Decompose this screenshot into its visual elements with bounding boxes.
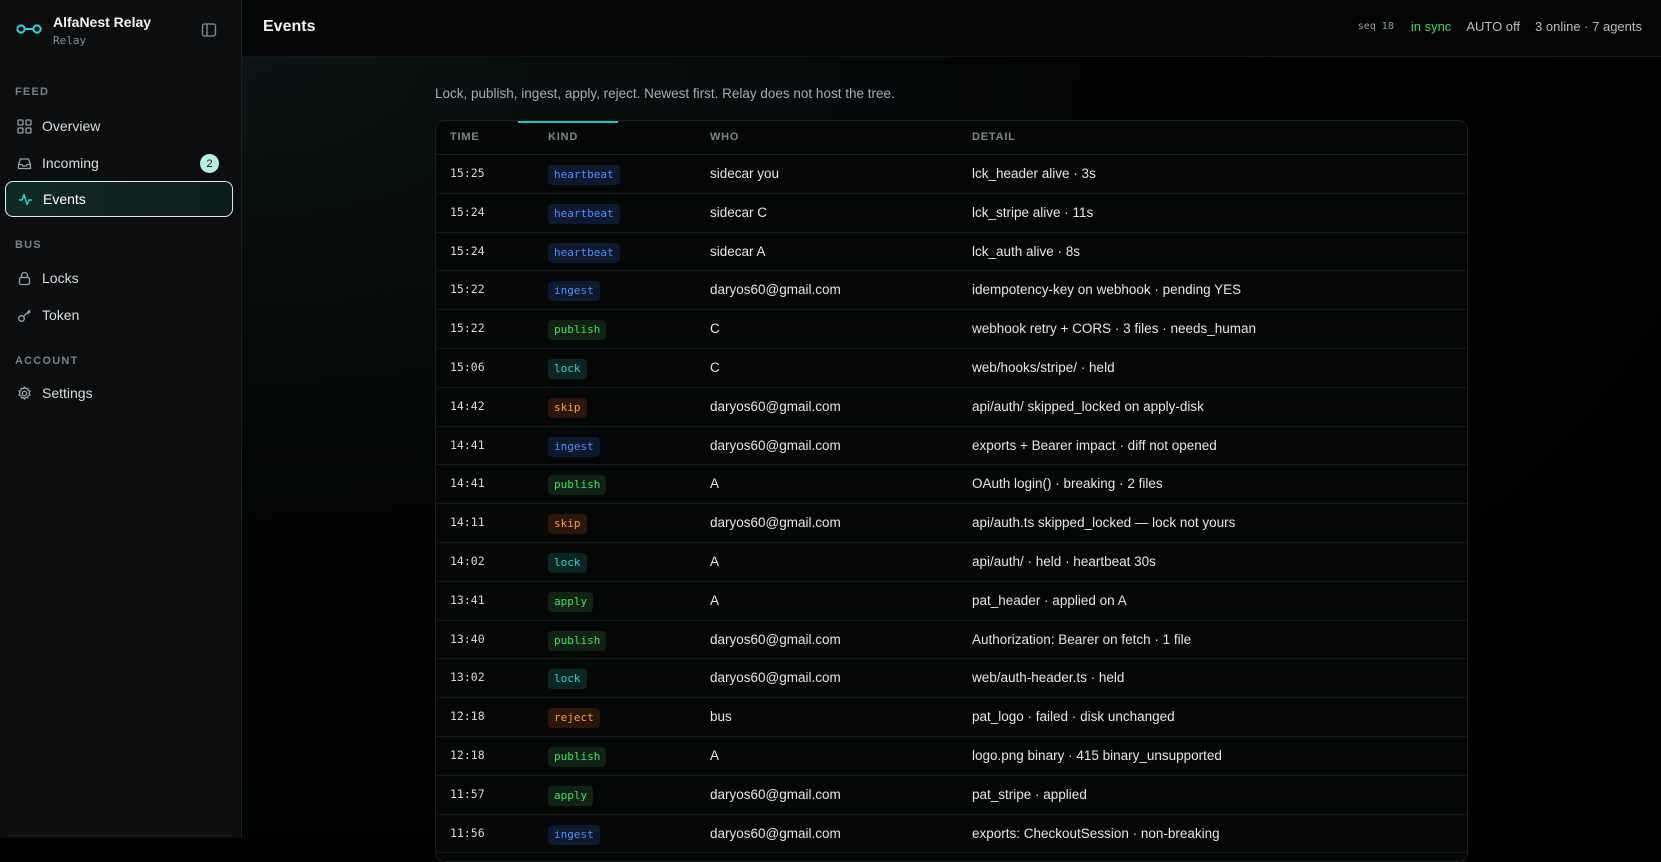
sync-status: in sync <box>1410 19 1452 34</box>
sidebar-item-overview[interactable] <box>5 108 233 144</box>
event-who: C <box>710 321 720 337</box>
event-kind-badge <box>548 398 587 418</box>
event-kind-badge <box>548 359 587 379</box>
app-title: AlfaNest Relay <box>53 14 152 30</box>
kind-label: skip <box>548 398 587 418</box>
column-header-time: TIME <box>450 131 480 143</box>
sidebar-item-label: Events <box>43 191 86 207</box>
table-row[interactable] <box>436 427 1467 466</box>
event-detail: exports: CheckoutSession · non-breaking <box>972 825 1220 841</box>
event-kind-badge <box>548 243 620 263</box>
event-detail: api/auth/ · held · heartbeat 30s <box>972 553 1156 569</box>
event-time: 14:41 <box>450 437 485 452</box>
main-content <box>242 57 1661 841</box>
incoming-count-badge: 2 <box>200 154 219 173</box>
table-header <box>436 121 1467 155</box>
kind-label: lock <box>548 359 587 379</box>
event-time: 15:24 <box>450 243 485 258</box>
event-detail: exports + Bearer impact · diff not opened <box>972 437 1217 453</box>
sidebar-item-label: Locks <box>42 270 79 286</box>
event-kind-badge <box>548 320 606 340</box>
event-who: bus <box>710 709 732 725</box>
event-time: 15:06 <box>450 359 485 374</box>
table-row[interactable] <box>436 233 1467 272</box>
kind-label: lock <box>548 669 587 689</box>
table-row[interactable] <box>436 504 1467 543</box>
kind-label: skip <box>548 514 587 534</box>
brand[interactable] <box>16 13 151 49</box>
kind-label: ingest <box>548 825 600 845</box>
sidebar-item-label: Incoming <box>42 155 99 171</box>
event-kind-badge <box>548 747 606 767</box>
sidebar <box>0 0 242 838</box>
event-kind-badge <box>548 514 587 534</box>
kind-label: lock <box>548 553 587 573</box>
auto-toggle[interactable]: AUTO off <box>1466 19 1521 34</box>
column-header-kind: KIND <box>548 131 579 143</box>
event-time: 14:42 <box>450 398 485 413</box>
section-label-bus: BUS <box>15 239 42 251</box>
kind-label: heartbeat <box>548 165 620 185</box>
event-kind-badge <box>548 669 587 689</box>
grid-icon <box>17 119 32 134</box>
sidebar-item-events[interactable] <box>5 181 233 217</box>
event-kind-badge <box>548 553 587 573</box>
sidebar-item-settings[interactable] <box>5 375 233 411</box>
status-bar <box>1358 19 1642 34</box>
event-who: daryos60@gmail.com <box>710 786 841 802</box>
page-description: Lock, publish, ingest, apply, reject. Newest first. Relay does not host the tree. <box>435 86 895 101</box>
page-title: Events <box>263 18 316 35</box>
sidebar-item-incoming[interactable] <box>5 145 233 181</box>
section-label-account: ACCOUNT <box>15 355 79 367</box>
event-detail: webhook retry + CORS · 3 files · needs_human <box>972 321 1257 337</box>
event-who: daryos60@gmail.com <box>710 437 841 453</box>
table-row[interactable] <box>436 465 1467 504</box>
app-subtitle: Relay <box>53 34 87 47</box>
event-time: 15:25 <box>450 166 485 180</box>
event-kind-badge <box>548 281 600 301</box>
table-body <box>436 155 1467 853</box>
event-detail: OAuth login() · breaking · 2 files <box>972 476 1163 492</box>
event-who: sidecar you <box>710 166 780 181</box>
inbox-icon <box>17 156 32 171</box>
event-time: 15:24 <box>450 204 485 219</box>
event-kind-badge <box>548 825 600 845</box>
events-table <box>435 120 1468 862</box>
column-header-who: WHO <box>710 131 740 143</box>
table-row[interactable] <box>436 737 1467 776</box>
key-icon <box>17 308 32 323</box>
kind-label: apply <box>548 786 593 806</box>
event-kind-badge <box>548 475 606 495</box>
event-detail: pat_logo · failed · disk unchanged <box>972 709 1175 725</box>
kind-label: publish <box>548 475 606 495</box>
table-row[interactable] <box>436 543 1467 582</box>
event-detail: idempotency-key on webhook · pending YES <box>972 282 1242 298</box>
event-who: sidecar C <box>710 204 768 220</box>
event-time: 15:22 <box>450 282 485 297</box>
event-detail: lck_header alive · 3s <box>972 166 1096 181</box>
table-row[interactable] <box>436 582 1467 621</box>
event-kind-badge <box>548 165 620 185</box>
event-kind-badge <box>548 592 593 612</box>
table-row[interactable] <box>436 698 1467 737</box>
event-who: C <box>710 359 720 375</box>
event-time: 13:41 <box>450 592 485 607</box>
sidebar-item-label: Settings <box>42 385 93 401</box>
event-time: 11:56 <box>450 825 485 840</box>
sequence-indicator: seq 18 <box>1357 21 1394 32</box>
activity-icon <box>18 192 33 207</box>
event-kind-badge <box>548 708 600 728</box>
event-who: daryos60@gmail.com <box>710 398 841 414</box>
event-kind-badge <box>548 437 600 457</box>
table-row[interactable] <box>436 271 1467 310</box>
event-detail: lck_stripe alive · 11s <box>972 204 1094 220</box>
relay-logo-icon <box>16 16 42 42</box>
event-detail: api/auth/ skipped_locked on apply-disk <box>972 398 1204 414</box>
kind-label: heartbeat <box>548 243 620 263</box>
kind-label: publish <box>548 631 606 651</box>
event-who: daryos60@gmail.com <box>710 825 841 841</box>
table-row[interactable] <box>436 310 1467 349</box>
table-row[interactable] <box>436 659 1467 698</box>
sidebar-item-label: Token <box>42 307 80 323</box>
event-kind-badge <box>548 631 606 651</box>
event-time: 11:57 <box>450 786 485 801</box>
event-who: A <box>710 592 720 608</box>
sidebar-item-label: Overview <box>42 118 101 134</box>
event-kind-badge <box>548 786 593 806</box>
sidebar-item-token[interactable] <box>5 297 233 333</box>
column-header-detail: DETAIL <box>972 131 1016 143</box>
event-time: 12:18 <box>450 747 485 762</box>
event-time: 15:22 <box>450 321 485 336</box>
event-who: daryos60@gmail.com <box>710 282 841 298</box>
online-agents-status: 3 online · 7 agents <box>1535 19 1642 34</box>
kind-label: publish <box>548 747 606 767</box>
top-bar <box>242 0 1661 57</box>
kind-label: apply <box>548 592 593 612</box>
kind-label: publish <box>548 320 606 340</box>
kind-label: ingest <box>548 281 600 301</box>
event-time: 14:41 <box>450 476 485 491</box>
event-detail: web/hooks/stripe/ · held <box>972 359 1115 375</box>
table-row[interactable] <box>436 388 1467 427</box>
event-who: A <box>710 476 720 492</box>
sidebar-divider <box>8 835 233 836</box>
event-who: daryos60@gmail.com <box>710 515 841 531</box>
section-label-feed: FEED <box>15 86 50 98</box>
event-detail: logo.png binary · 415 binary_unsupported <box>972 747 1222 763</box>
gear-icon <box>17 386 32 401</box>
table-row[interactable] <box>436 194 1467 233</box>
table-row[interactable] <box>436 155 1467 194</box>
event-detail: lck_auth alive · 8s <box>972 243 1081 259</box>
event-detail: pat_stripe · applied <box>972 786 1087 802</box>
event-detail: Authorization: Bearer on fetch · 1 file <box>972 631 1192 647</box>
event-who: sidecar A <box>710 243 766 259</box>
event-who: A <box>710 553 720 569</box>
kind-label: reject <box>548 708 600 728</box>
event-time: 13:40 <box>450 631 485 646</box>
event-detail: pat_header · applied on A <box>972 592 1127 608</box>
table-row[interactable] <box>436 349 1467 388</box>
event-detail: api/auth.ts skipped_locked — lock not yours <box>972 515 1236 531</box>
table-row[interactable] <box>436 776 1467 815</box>
table-row[interactable] <box>436 621 1467 660</box>
sidebar-item-locks[interactable] <box>5 260 233 296</box>
event-time: 12:18 <box>450 709 485 724</box>
lock-icon <box>17 271 32 286</box>
sidebar-toggle-icon[interactable] <box>201 22 217 38</box>
kind-label: ingest <box>548 437 600 457</box>
event-who: daryos60@gmail.com <box>710 631 841 647</box>
event-kind-badge <box>548 204 620 224</box>
event-time: 14:02 <box>450 553 485 568</box>
table-row[interactable] <box>436 815 1467 854</box>
event-who: A <box>710 747 720 763</box>
event-detail: web/auth-header.ts · held <box>972 670 1125 686</box>
event-time: 13:02 <box>450 670 485 685</box>
kind-label: heartbeat <box>548 204 620 224</box>
event-time: 14:11 <box>450 515 485 530</box>
event-who: daryos60@gmail.com <box>710 670 841 686</box>
